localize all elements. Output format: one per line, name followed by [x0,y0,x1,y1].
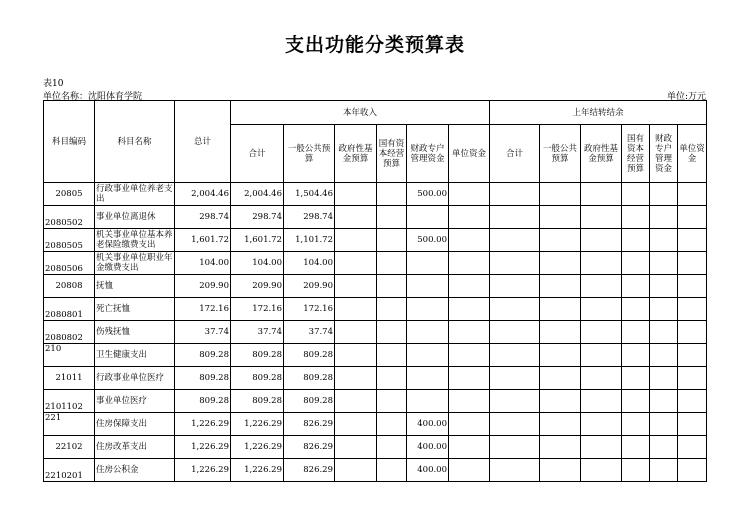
cell-carry-state-capital [622,367,650,390]
cell-name: 机关事业单位基本养老保险缴费支出 [96,230,173,250]
cell-carry-general [540,183,581,206]
cell-carry-general [540,367,581,390]
cell-code: 210 [44,344,95,367]
cell-income-unit [449,344,490,367]
cell-carry-state-capital [622,344,650,367]
cell-code: 20805 [44,183,95,206]
table-row [44,459,707,482]
cell-income-unit [449,298,490,321]
cell-income-special [407,275,449,298]
cell-income-state-capital [377,229,407,252]
cell-income-general: 826.29 [284,413,335,436]
cell-carry-fund [581,252,622,275]
cell-name: 抚恤 [95,275,175,298]
cell-income-state-capital [377,321,407,344]
header-income-state-capital: 国有资本经营预算 [377,125,407,183]
cell-carry-special [650,367,678,390]
cell-income-general: 809.28 [284,344,335,367]
cell-code: 2080506 [44,252,95,275]
cell-income-unit [449,436,490,459]
cell-carry-general [540,436,581,459]
cell-name: 行政事业单位医疗 [95,367,175,390]
table-row [44,321,707,344]
cell-carry-general [540,275,581,298]
cell-income-fund [335,183,377,206]
cell-income-special [407,390,449,413]
cell-income-subtotal: 298.74 [231,206,284,229]
cell-carry-fund [581,229,622,252]
header-income-general: 一般公共预算 [284,125,335,183]
cell-name: 住房公积金 [95,459,175,482]
cell-carry-unit [678,367,707,390]
cell-income-fund [335,390,377,413]
header-income-special: 财政专户管理资金 [407,125,449,183]
cell-total: 1,601.72 [175,229,231,252]
header-carry-state-capital: 国有资本经营预算 [622,125,650,183]
table-row [44,367,707,390]
cell-income-fund [335,344,377,367]
cell-income-fund [335,321,377,344]
currency-unit: 单位:万元 [666,92,706,102]
cell-income-fund [335,275,377,298]
cell-income-special [407,367,449,390]
cell-total: 809.28 [175,390,231,413]
cell-carry-unit [678,459,707,482]
header-current-income: 本年收入 [231,101,490,125]
header-subject-code: 科目编码 [44,101,95,183]
cell-income-unit [449,459,490,482]
cell-income-general: 826.29 [284,436,335,459]
cell-income-state-capital [377,367,407,390]
cell-income-general: 1,101.72 [284,229,335,252]
cell-carry-fund [581,275,622,298]
cell-name: 住房保障支出 [95,413,175,436]
cell-income-general: 298.74 [284,206,335,229]
header-subject-name: 科目名称 [95,101,175,183]
cell-name: 死亡抚恤 [95,298,175,321]
cell-carry-special [650,459,678,482]
cell-carry-unit [678,183,707,206]
cell-carry-state-capital [622,413,650,436]
cell-carry-special [650,390,678,413]
cell-income-unit [449,183,490,206]
table-row [44,298,707,321]
cell-income-fund [335,229,377,252]
cell-carry-subtotal [490,344,540,367]
cell-code: 2080502 [44,206,95,229]
cell-income-subtotal: 809.28 [231,344,284,367]
table-row [44,275,707,298]
cell-code: 221 [44,413,95,436]
cell-income-general: 172.16 [284,298,335,321]
cell-carry-fund [581,367,622,390]
cell-income-fund [335,252,377,275]
header-income-fund: 政府性基金预算 [335,125,377,183]
table-row [44,344,707,367]
cell-code: 2080801 [44,298,95,321]
cell-income-special: 500.00 [407,229,449,252]
table-row [44,183,707,206]
cell-income-state-capital [377,344,407,367]
cell-income-special [407,321,449,344]
cell-income-fund [335,298,377,321]
header-carry-general: 一般公共预算 [540,125,581,183]
cell-total: 1,226.29 [175,413,231,436]
cell-income-subtotal: 1,226.29 [231,436,284,459]
header-carry-special: 财政专户管理资金 [650,125,678,183]
cell-income-unit [449,321,490,344]
cell-income-unit [449,413,490,436]
cell-total: 809.28 [175,344,231,367]
cell-income-special [407,206,449,229]
cell-carry-subtotal [490,229,540,252]
cell-carry-special [650,183,678,206]
cell-income-state-capital [377,252,407,275]
cell-income-unit [449,390,490,413]
cell-income-fund [335,413,377,436]
cell-income-special [407,344,449,367]
cell-carry-unit [678,206,707,229]
cell-code: 2080802 [44,321,95,344]
table-row [44,229,707,252]
cell-income-unit [449,206,490,229]
cell-carry-special [650,252,678,275]
cell-income-state-capital [377,206,407,229]
cell-income-fund [335,459,377,482]
cell-carry-fund [581,459,622,482]
cell-carry-state-capital [622,459,650,482]
cell-income-state-capital [377,413,407,436]
cell-carry-state-capital [622,390,650,413]
cell-carry-unit [678,344,707,367]
cell-carry-special [650,436,678,459]
cell-carry-fund [581,206,622,229]
cell-income-state-capital [377,275,407,298]
cell-income-subtotal: 209.90 [231,275,284,298]
cell-income-state-capital [377,298,407,321]
cell-carry-unit [678,229,707,252]
cell-carry-fund [581,183,622,206]
unit-name: 单位名称：沈阳体育学院 [43,92,143,102]
header-total: 总计 [175,101,231,183]
cell-income-general: 1,504.46 [284,183,335,206]
cell-carry-special [650,298,678,321]
cell-carry-subtotal [490,183,540,206]
cell-income-special [407,298,449,321]
cell-income-special: 500.00 [407,183,449,206]
cell-carry-general [540,344,581,367]
cell-income-special: 400.00 [407,459,449,482]
cell-name: 事业单位离退休 [95,206,175,229]
table-number: 表10 [43,79,64,89]
page-title: 支出功能分类预算表 [284,34,465,56]
cell-income-special: 400.00 [407,413,449,436]
cell-carry-unit [678,390,707,413]
cell-income-subtotal: 2,004.46 [231,183,284,206]
cell-carry-state-capital [622,206,650,229]
cell-income-subtotal: 104.00 [231,252,284,275]
cell-carry-fund [581,413,622,436]
cell-total: 1,226.29 [175,436,231,459]
cell-code: 21011 [44,367,95,390]
cell-total: 809.28 [175,367,231,390]
cell-carry-special [650,344,678,367]
cell-carry-general [540,413,581,436]
cell-carry-subtotal [490,367,540,390]
header-income-subtotal: 合计 [231,125,284,183]
cell-name: 住房改革支出 [95,436,175,459]
cell-carry-subtotal [490,436,540,459]
cell-carry-special [650,206,678,229]
cell-carry-unit [678,321,707,344]
cell-carry-unit [678,436,707,459]
cell-carry-general [540,321,581,344]
table-row [44,436,707,459]
cell-carry-general [540,252,581,275]
cell-carry-subtotal [490,459,540,482]
cell-name: 机关事业单位职业年金缴费支出 [96,253,173,273]
cell-income-general: 809.28 [284,390,335,413]
cell-carry-special [650,275,678,298]
cell-total: 2,004.46 [175,183,231,206]
cell-carry-state-capital [622,321,650,344]
cell-income-subtotal: 1,226.29 [231,459,284,482]
cell-carry-general [540,390,581,413]
cell-income-state-capital [377,436,407,459]
cell-total: 104.00 [175,252,231,275]
cell-name: 事业单位医疗 [95,390,175,413]
cell-income-general: 37.74 [284,321,335,344]
cell-total: 1,226.29 [175,459,231,482]
table-row [44,413,707,436]
cell-income-fund [335,436,377,459]
cell-income-state-capital [377,390,407,413]
cell-carry-subtotal [490,275,540,298]
cell-income-state-capital [377,183,407,206]
cell-total: 209.90 [175,275,231,298]
cell-carry-subtotal [490,298,540,321]
cell-code: 2101102 [44,390,95,413]
cell-carry-special [650,413,678,436]
cell-income-fund [335,206,377,229]
cell-code: 22102 [44,436,95,459]
cell-total: 172.16 [175,298,231,321]
cell-carry-state-capital [622,252,650,275]
budget-table [43,100,707,482]
cell-income-special: 400.00 [407,436,449,459]
cell-carry-fund [581,298,622,321]
cell-income-unit [449,252,490,275]
cell-carry-general [540,229,581,252]
header-carry-fund: 政府性基金预算 [581,125,622,183]
cell-income-special [407,252,449,275]
cell-carry-unit [678,413,707,436]
cell-carry-fund [581,390,622,413]
cell-income-general: 809.28 [284,367,335,390]
cell-carry-state-capital [622,298,650,321]
cell-carry-unit [678,275,707,298]
cell-carry-special [650,321,678,344]
header-income-unit: 单位资金 [449,125,490,183]
cell-income-unit [449,367,490,390]
cell-income-subtotal: 37.74 [231,321,284,344]
cell-code: 2210201 [44,459,95,482]
cell-carry-unit [678,252,707,275]
cell-carry-unit [678,298,707,321]
cell-name: 伤残抚恤 [95,321,175,344]
cell-carry-state-capital [622,436,650,459]
cell-carry-fund [581,344,622,367]
cell-income-subtotal: 1,601.72 [231,229,284,252]
cell-carry-fund [581,321,622,344]
cell-income-general: 104.00 [284,252,335,275]
header-carry-unit: 单位资金 [678,125,707,183]
cell-carry-subtotal [490,390,540,413]
cell-code: 2080505 [44,229,95,252]
cell-income-general: 209.90 [284,275,335,298]
cell-total: 298.74 [175,206,231,229]
cell-income-subtotal: 809.28 [231,367,284,390]
cell-name: 行政事业单位养老支出 [96,184,173,204]
cell-carry-subtotal [490,206,540,229]
cell-total: 37.74 [175,321,231,344]
cell-carry-subtotal [490,413,540,436]
cell-carry-subtotal [490,252,540,275]
cell-carry-state-capital [622,229,650,252]
cell-carry-special [650,229,678,252]
table-row [44,252,707,275]
cell-income-general: 826.29 [284,459,335,482]
cell-carry-general [540,206,581,229]
header-carryover: 上年结转结余 [490,101,707,125]
cell-carry-fund [581,436,622,459]
cell-income-unit [449,275,490,298]
cell-carry-subtotal [490,321,540,344]
cell-income-subtotal: 172.16 [231,298,284,321]
cell-carry-state-capital [622,275,650,298]
header-carry-subtotal: 合计 [490,125,540,183]
cell-income-unit [449,229,490,252]
cell-carry-general [540,298,581,321]
table-row [44,206,707,229]
cell-carry-general [540,459,581,482]
cell-income-subtotal: 809.28 [231,390,284,413]
cell-name: 卫生健康支出 [95,344,175,367]
cell-carry-state-capital [622,183,650,206]
table-row [44,390,707,413]
cell-income-fund [335,367,377,390]
cell-code: 20808 [44,275,95,298]
cell-income-state-capital [377,459,407,482]
cell-income-subtotal: 1,226.29 [231,413,284,436]
